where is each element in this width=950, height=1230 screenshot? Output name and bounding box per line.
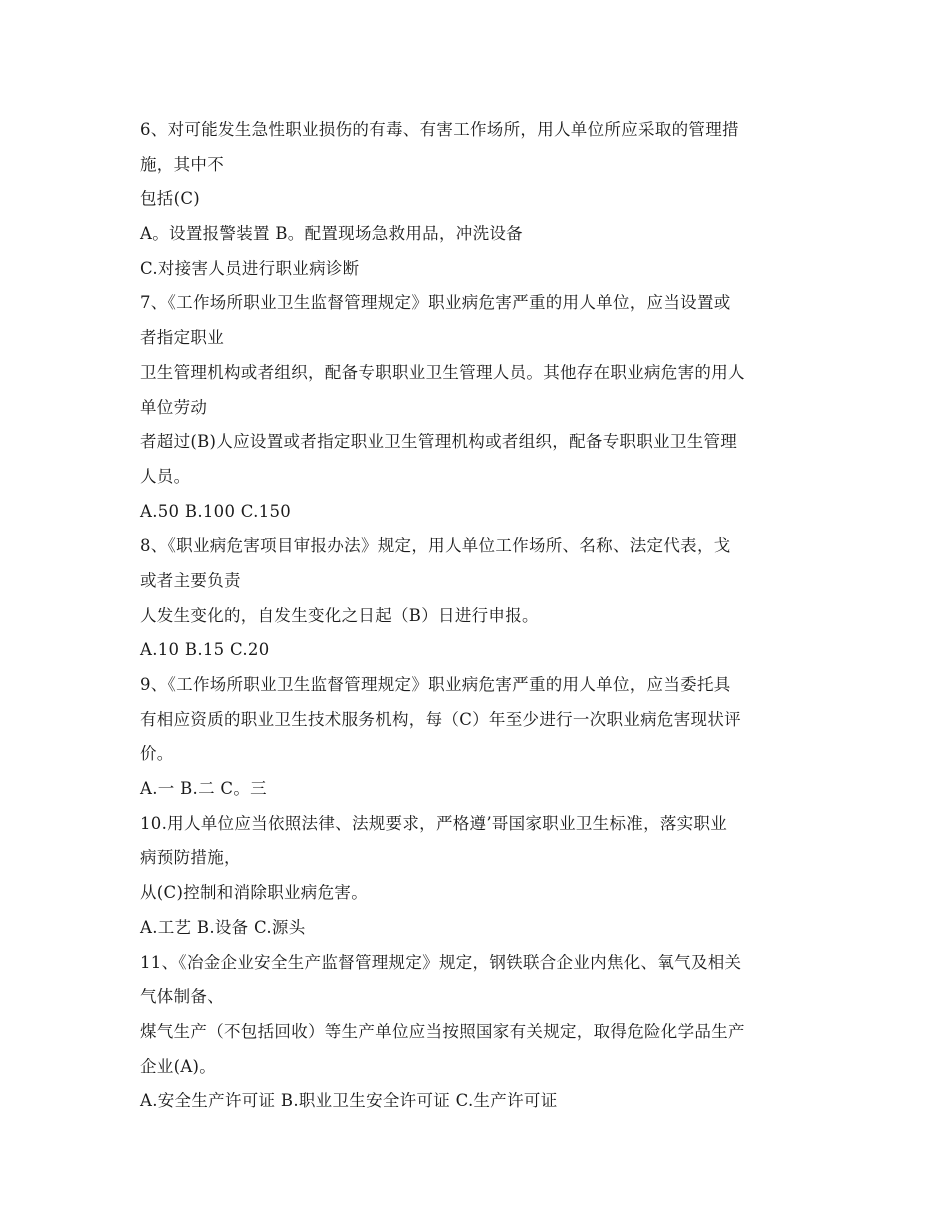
text-line: 8、《职业病危害项目审报办法》规定，用人单位工作场所、名称、法定代表，戈	[140, 536, 731, 556]
text-line: 价。	[140, 744, 174, 764]
text-line: 或者主要负责	[140, 570, 241, 590]
text-line: 人发生变化的，自发生变化之日起（B）日进行申报。	[140, 605, 539, 625]
document-body	[140, 118, 820, 1124]
text-line: A.50 B.100 C.150	[140, 501, 292, 521]
text-line: 者指定职业	[140, 328, 224, 348]
text-line: C.对接害人员进行职业病诊断	[140, 258, 360, 278]
text-line: A.一 B.二 C。三	[140, 779, 267, 799]
text-line: 包括(C)	[140, 189, 200, 209]
text-line: A.10 B.15 C.20	[140, 640, 270, 660]
text-line: 煤气生产（不包括回收）等生产单位应当按照国家有关规定，取得危险化学品生产	[140, 1021, 745, 1041]
text-line: 病预防措施，	[140, 848, 241, 868]
text-line: 有相应资质的职业卫生技术服务机构，每（C）年至少进行一次职业病危害现状评	[140, 709, 741, 729]
text-line: 10.用人单位应当依照法律、法规要求，严格遵’哥国家职业卫生标准，落实职业	[140, 813, 728, 833]
text-line: A.安全生产许可证 B.职业卫生安全许可证 C.生产许可证	[140, 1091, 558, 1111]
text-line: 气体制备、	[140, 987, 224, 1007]
text-line: 人员。	[140, 466, 191, 486]
text-line: 7、《工作场所职业卫生监督管理规定》职业病危害严重的用人单位，应当设置或	[140, 293, 731, 313]
text-line: 者超过(B)人应设置或者指定职业卫生管理机构或者组织，配备专职职业卫生管理	[140, 432, 738, 452]
text-line: 从(C)控制和消除职业病危害。	[140, 883, 368, 903]
text-line: A。设置报警装置 B。配置现场急救用品，冲洗设备	[140, 224, 523, 244]
text-line: 施，其中不	[140, 154, 224, 174]
text-line: 卫生管理机构或者组织，配备专职职业卫生管理人员。其他存在职业病危害的用人	[140, 362, 745, 382]
text-line: 企业(A)。	[140, 1056, 217, 1076]
text-line: 6、对可能发生急性职业损伤的有毒、有害工作场所，用人单位所应采取的管理措	[140, 120, 739, 139]
text-line: A.工艺 B.设备 C.源头	[140, 917, 306, 937]
text-line: 9、《工作场所职业卫生监督管理规定》职业病危害严重的用人单位，应当委托具	[140, 675, 731, 694]
text-line: 单位劳动	[140, 397, 208, 417]
text-line: 11、《冶金企业安全生产监督管理规定》规定，钢铁联合企业内焦化、氧气及相关	[140, 952, 742, 972]
